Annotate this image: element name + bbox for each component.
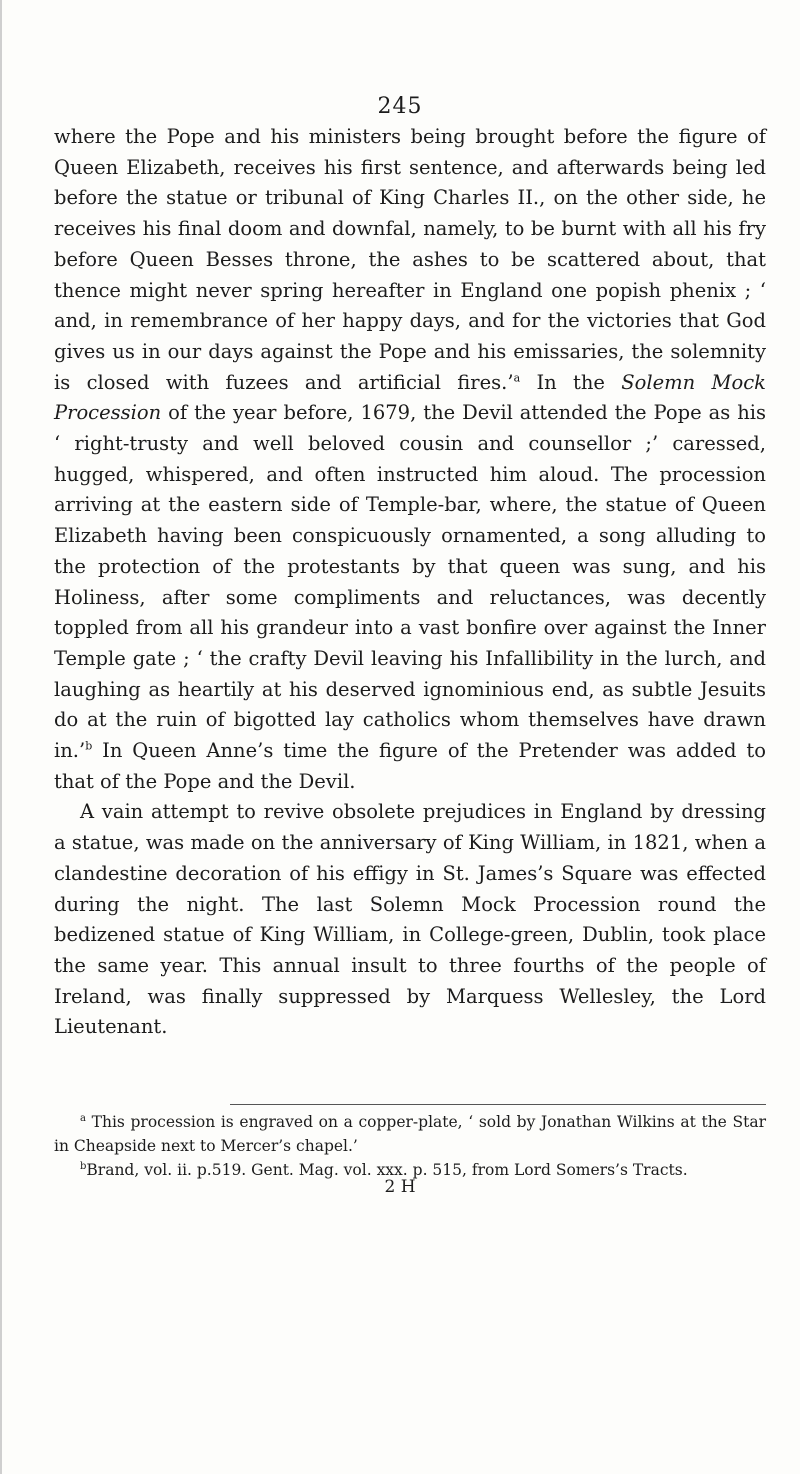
paragraph-1-part-d: In Queen Anne’s time the figure of the Pretender was added to that of the Pope and the Devil. xyxy=(54,739,766,793)
footnote-ref-a: a xyxy=(513,371,521,385)
paragraph-1 xyxy=(54,122,766,797)
signature-mark: 2 H xyxy=(384,1177,416,1197)
footnote-b-text: Brand, vol. ii. p.519. Gent. Mag. vol. xxx. p. 515, from Lord Somers’s Tracts. xyxy=(86,1161,688,1179)
paragraph-1-part-b: In the xyxy=(520,370,622,394)
footnote-b-mark: b xyxy=(80,1160,87,1172)
footnote-divider xyxy=(230,1104,766,1105)
footnote-ref-b: b xyxy=(85,739,93,753)
paragraph-2: A vain attempt to revive obsolete prejudices in England by dressing a statue, was made on the anniversary of King William, in 1821, when a clandestine decoration of his effigy in St. James’s Square was effected during the night. The last Solemn Mock Procession round the bedizened statue of King William, in College-green, Dublin, took place the same year. This annual insult to three fourths of the people of Ireland, was finally suppressed by Marquess Wellesley, the Lord Lieutenant. xyxy=(54,800,766,1039)
footnote-a xyxy=(54,1110,766,1158)
page-number: 245 xyxy=(377,94,423,119)
body-text xyxy=(54,122,766,1043)
footnotes xyxy=(54,1110,766,1182)
procession-title: Solemn Mock Procession xyxy=(54,370,766,425)
footnote-a-mark: a xyxy=(80,1112,86,1124)
paragraph-1-part-a: where the Pope and his ministers being brought before the figure of Queen Elizabeth, receives his first sentence, and afterwards being led before the statue or tribunal of King Charles II., on the other side, he receives his final doom and downfal, namely, to be burnt with all his fry before Queen Besses throne, the ashes to be scattered about, that thence might never spring hereafter in England one popish phenix ; ‘ and, in remembrance of her happy days, and for the victories that God gives us in our days against the Pope and his emissaries, the solemnity is closed with fuzees and artificial fires.’ xyxy=(54,125,766,394)
paragraph-1-part-c: of the year before, 1679, the Devil attended the Pope as his ‘ right-trusty and well beloved cousin and counsellor ;’ caressed, hugged, whispered, and often instructed him aloud. The procession arriving at the eastern side of Temple-bar, where, the statue of Queen Elizabeth having been conspicuously ornamented, a song alluding to the protection of the protestants by that queen was sung, and his Holiness, after some compliments and reluctances, was decently toppled from all his grandeur into a vast bonfire over against the Inner Temple gate ; ‘ the crafty Devil leaving his Infallibility in the lurch, and laughing as heartily at his deserved ignominious end, as subtle Jesuits do at the ruin of bigotted lay catholics whom themselves have drawn in.’ xyxy=(54,401,766,763)
footnote-a-text: This procession is engraved on a copper-plate, ‘ sold by Jonathan Wilkins at the Star in Cheapside next to Mercer’s chapel.’ xyxy=(54,1113,766,1155)
page-edge xyxy=(0,0,2,1474)
